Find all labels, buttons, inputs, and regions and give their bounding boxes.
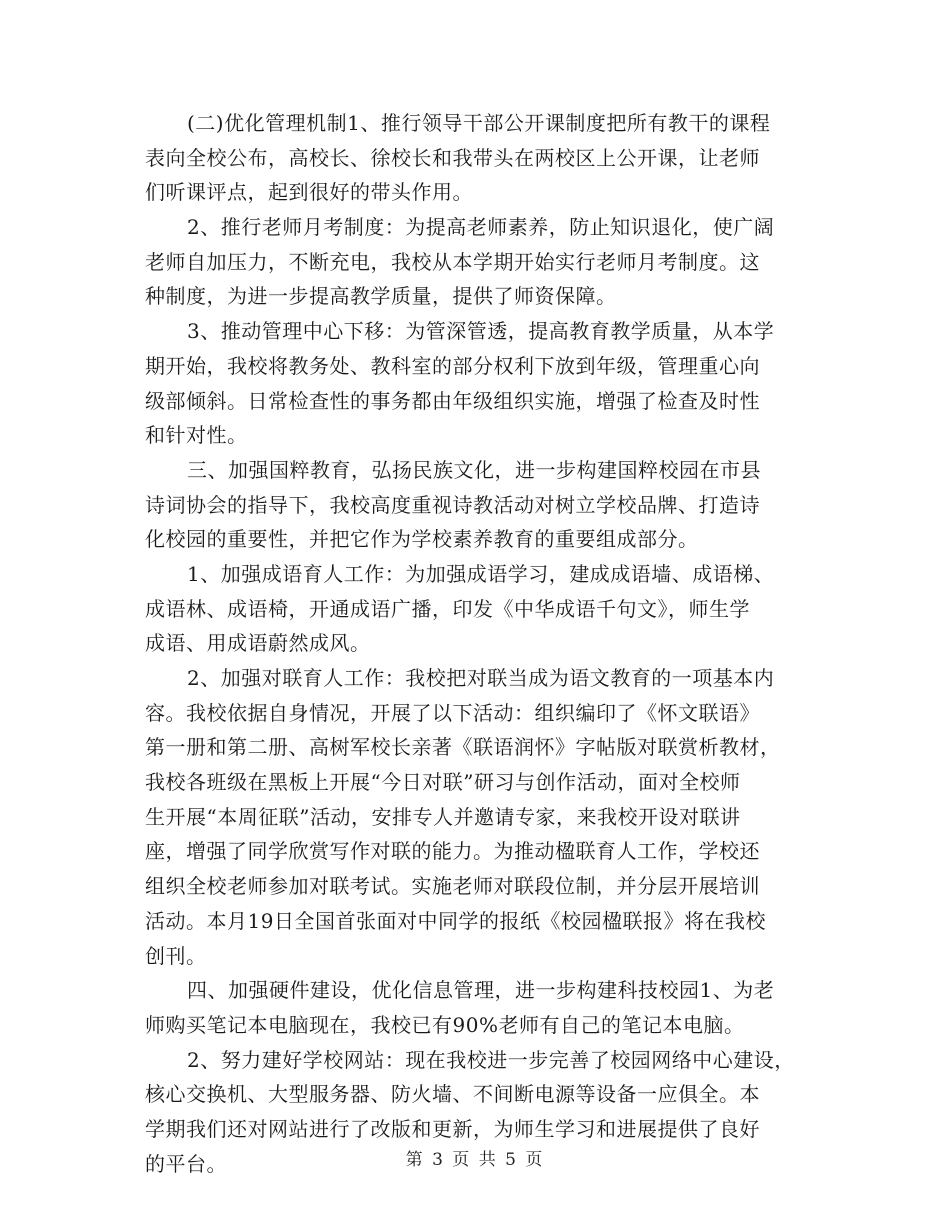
text-line: 我校各班级在黑板上开展“今日对联”研习与创作活动，面对全校师 <box>145 770 741 795</box>
page-footer: 第 3 页 共 5 页 <box>405 1150 545 1170</box>
text-line: 3、推动管理中心下移：为管深管透，提高教育教学质量，从本学 <box>187 319 775 344</box>
text-line: 的平台。 <box>145 1151 227 1176</box>
text-line: 第一册和第二册、高树军校长亲著《联语润怀》字帖版对联赏析教材， <box>145 735 781 760</box>
text-line: 核心交换机、大型服务器、防火墙、不间断电源等设备一应俱全。本 <box>145 1082 760 1107</box>
text-line: 们听课评点，起到很好的带头作用。 <box>145 180 473 205</box>
text-line: 成语、用成语蔚然成风。 <box>145 631 371 656</box>
text-line: 创刊。 <box>145 943 207 968</box>
text-line: 容。我校依据自身情况，开展了以下活动：组织编印了《怀文联语》 <box>145 700 760 725</box>
text-line: 师购买笔记本电脑现在，我校已有90%老师有自己的笔记本电脑。 <box>145 1012 745 1037</box>
text-line: 生开展“本周征联”活动，安排专人并邀请专家，来我校开设对联讲 <box>145 804 741 829</box>
text-line: 三、加强国粹教育，弘扬民族文化，进一步构建国粹校园在市县 <box>187 457 761 482</box>
text-line: 组织全校老师参加对联考试。实施老师对联段位制，并分层开展培训 <box>145 874 760 899</box>
text-line: 诗词协会的指导下，我校高度重视诗教活动对树立学校品牌、打造诗 <box>145 492 760 517</box>
text-line: 表向全校公布，高校长、徐校长和我带头在两校区上公开课，让老师 <box>145 145 760 170</box>
text-line: 座，增强了同学欣赏写作对联的能力。为推动楹联育人工作，学校还 <box>145 839 760 864</box>
text-line: 活动。本月19日全国首张面对中同学的报纸《校园楹联报》将在我校 <box>145 908 766 933</box>
text-line: 级部倾斜。日常检查性的事务都由年级组织实施，增强了检查及时性 <box>145 388 760 413</box>
text-line: 2、推行老师月考制度：为提高老师素养，防止知识退化，使广阔 <box>187 215 775 240</box>
text-line: (二)优化管理机制1、推行领导干部公开课制度把所有教干的课程 <box>187 111 771 135</box>
text-line: 2、加强对联育人工作：我校把对联当成为语文教育的一项基本内 <box>187 666 775 690</box>
text-line: 学期我们还对网站进行了改版和更新，为师生学习和进展提供了良好 <box>145 1116 760 1141</box>
text-line: 种制度，为进一步提高教学质量，提供了师资保障。 <box>145 284 617 309</box>
text-line: 期开始，我校将教务处、教科室的部分权利下放到年级，管理重心向 <box>145 353 760 378</box>
text-line: 和针对性。 <box>145 423 248 448</box>
text-line: 1、加强成语育人工作：为加强成语学习，建成成语墙、成语梯、 <box>187 561 775 586</box>
text-line: 老师自加压力，不断充电，我校从本学期开始实行老师月考制度。这 <box>145 249 760 274</box>
text-line: 成语林、成语椅，开通成语广播，印发《中华成语千句文》，师生学 <box>145 596 750 621</box>
text-line: 化校园的重要性，并把它作为学校素养教育的重要组成部分。 <box>145 527 699 552</box>
document-body <box>145 106 810 1181</box>
text-line: 2、努力建好学校网站：现在我校进一步完善了校园网络中心建设， <box>187 1047 795 1072</box>
text-line: 四、加强硬件建设，优化信息管理，进一步构建科技校园1、为老 <box>187 978 775 1003</box>
